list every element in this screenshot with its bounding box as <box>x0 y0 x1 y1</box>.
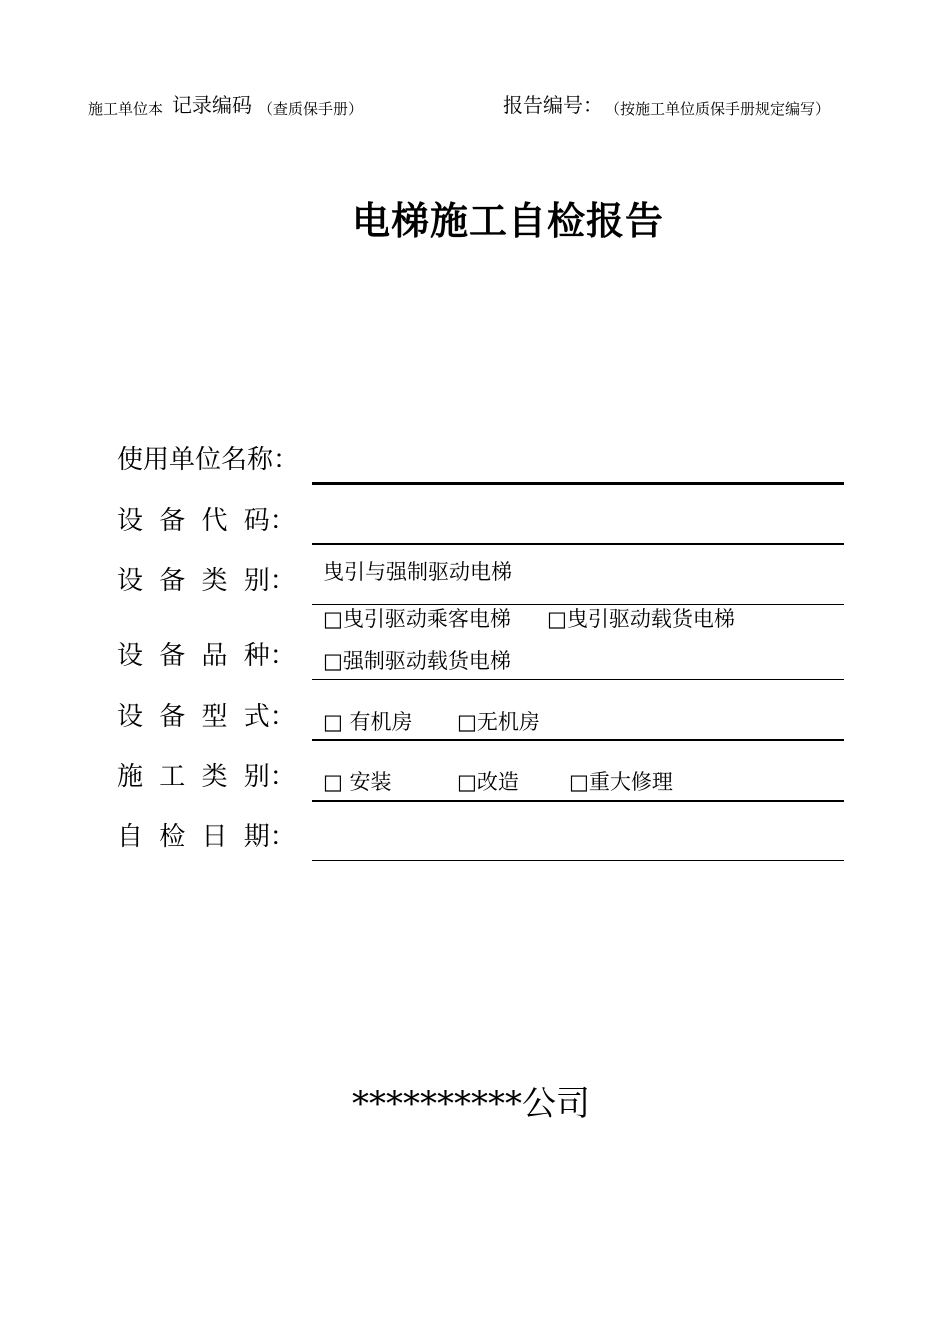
equipment-type-underline <box>312 739 844 741</box>
construction-type-underline <box>312 800 844 802</box>
record-code-label: 记录编码 <box>172 93 252 117</box>
type-option-machine-room[interactable]: □ 有机房 <box>323 710 413 734</box>
variety-option-passenger[interactable]: □曳引驱动乘客电梯 <box>323 607 511 631</box>
construction-option-major-repair[interactable]: □重大修理 <box>569 770 673 794</box>
user-name-label: 使用单位名称： <box>117 445 300 475</box>
report-number-label: 报告编号： <box>503 93 603 117</box>
variety-option-freight[interactable]: □曳引驱动载货电梯 <box>547 607 735 631</box>
construction-option-modify[interactable]: □改造 <box>457 770 519 794</box>
page-title: 电梯施工自检报告 <box>352 199 665 243</box>
record-prefix: 施工单位本 <box>88 100 164 118</box>
equipment-code-label: 设 备 代 码： <box>117 506 296 536</box>
inspection-date-label: 自 检 日 期： <box>117 822 296 852</box>
report-number-note: （按施工单位质保手册规定编写） <box>605 100 831 118</box>
construction-type-label: 施 工 类 别： <box>117 762 296 792</box>
record-code-note: （查质保手册） <box>258 100 364 118</box>
equipment-code-underline <box>312 543 844 545</box>
equipment-category-value: 曳引与强制驱动电梯 <box>323 560 512 584</box>
equipment-variety-label: 设 备 品 种： <box>117 641 296 671</box>
equipment-category-label: 设 备 类 别： <box>117 566 296 596</box>
user-name-underline <box>312 482 844 485</box>
inspection-date-underline <box>312 860 844 861</box>
company-name: **********公司 <box>352 1084 590 1124</box>
construction-option-install[interactable]: □ 安装 <box>323 770 392 794</box>
type-option-machine-roomless[interactable]: □无机房 <box>457 710 540 734</box>
equipment-type-label: 设 备 型 式： <box>117 702 296 732</box>
equipment-variety-underline <box>312 679 844 680</box>
variety-option-forced-freight[interactable]: □强制驱动载货电梯 <box>323 649 511 673</box>
